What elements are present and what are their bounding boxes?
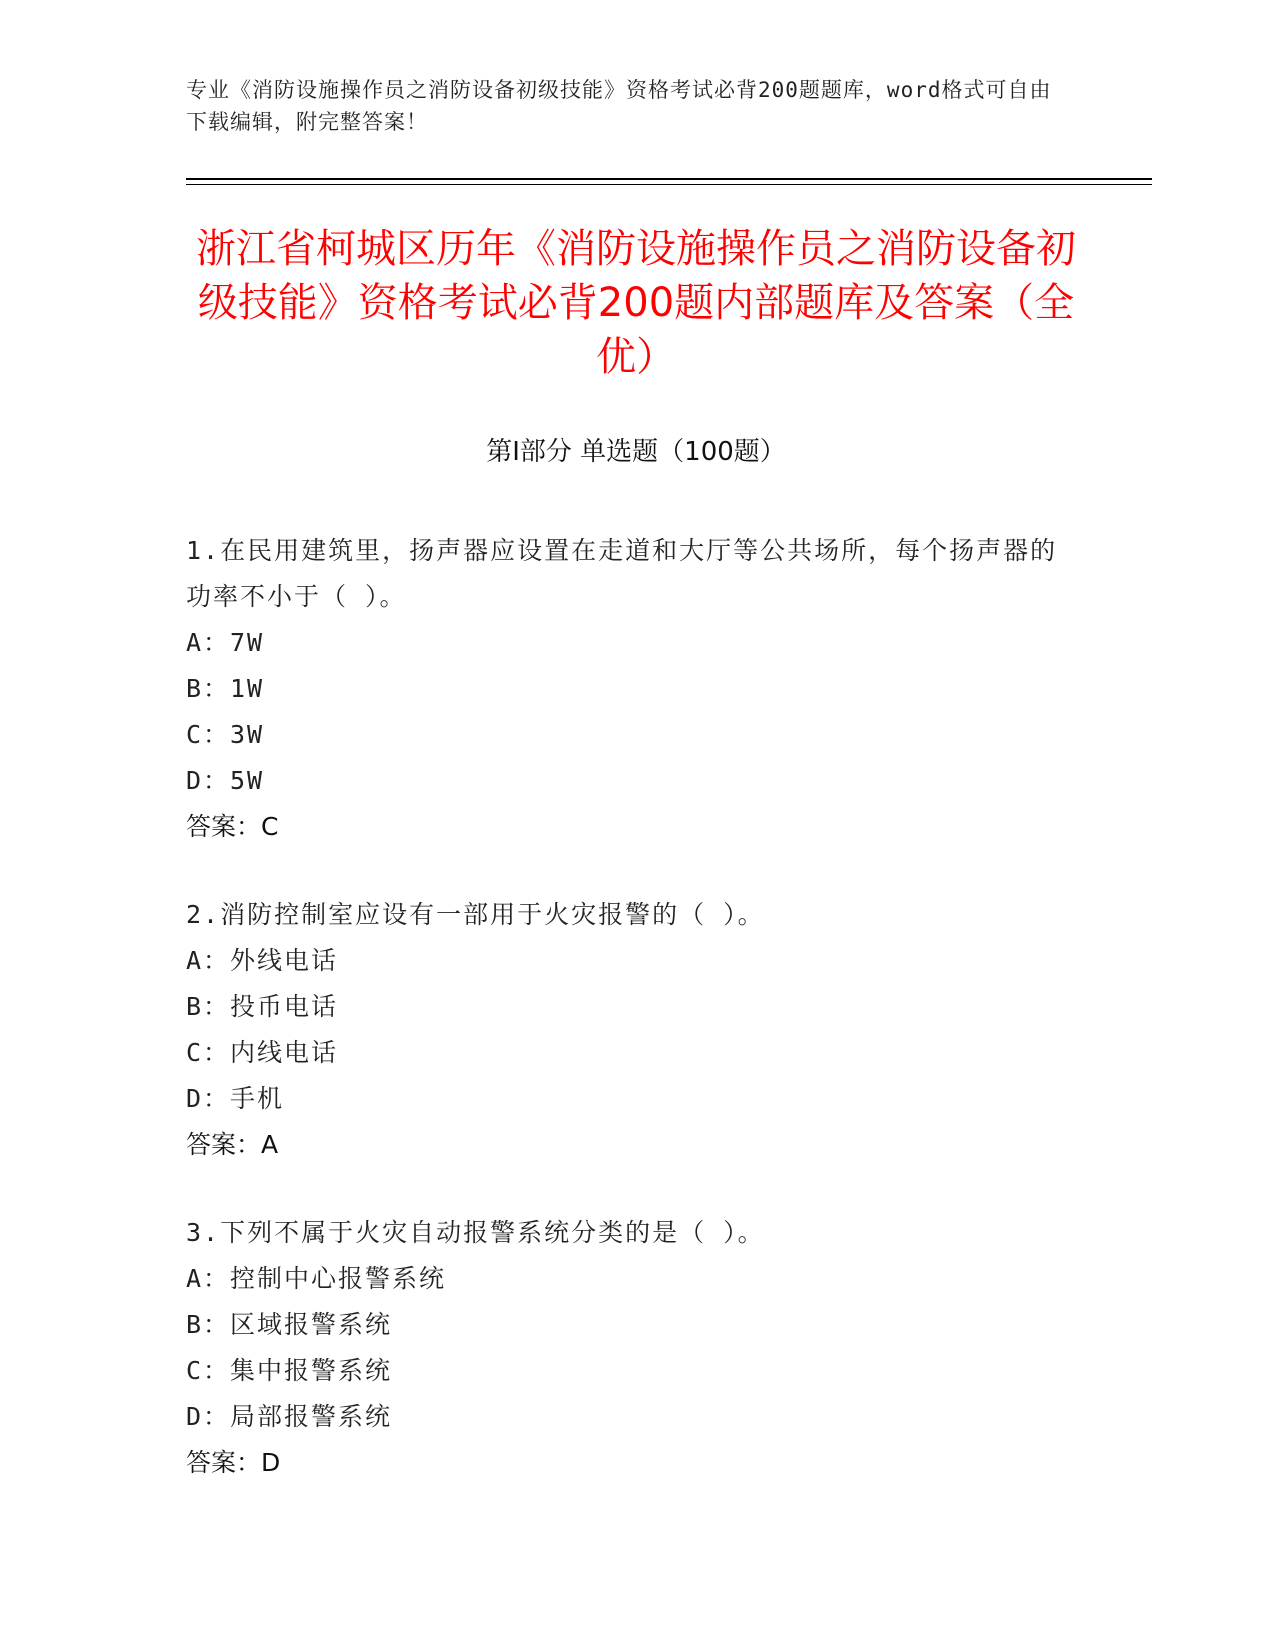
option-key: B： [186,992,231,1021]
question-stem: 2.消防控制室应设有一部用于火灾报警的（ ）。 [186,900,765,929]
question-item [186,528,1066,850]
header-note: 专业《消防设施操作员之消防设备初级技能》资格考试必背200题题库，word格式可自由下载编辑，附完整答案！ [186,78,1052,134]
question-stem: 3.下列不属于火灾自动报警系统分类的是（ ）。 [186,1218,765,1247]
question-item [186,892,1066,1168]
option-key: A： [186,628,231,657]
option-text: 手机 [230,1084,285,1113]
option-key: B： [186,1310,231,1339]
option-text: 集中报警系统 [230,1356,393,1385]
question-option [186,938,1066,984]
option-text: 5W [230,766,265,795]
option-text: 区域报警系统 [230,1310,393,1339]
question-option [186,666,1066,712]
option-text: 投币电话 [230,992,339,1021]
question-option [186,1030,1066,1076]
question-stem: 1.在民用建筑里，扬声器应设置在走道和大厅等公共场所，每个扬声器的功率不小于（ ）。 [186,536,1058,611]
question-list [186,528,1066,1528]
question-option [186,1076,1066,1122]
question-item [186,1210,1066,1486]
option-key: A： [186,1264,231,1293]
option-text: 外线电话 [230,946,339,975]
option-text: 控制中心报警系统 [230,1264,447,1293]
option-key: D： [186,766,231,795]
question-answer: 答案：D [186,1448,281,1477]
section-title: 第Ⅰ部分 单选题（100题） [486,437,786,467]
question-answer: 答案：A [186,1130,279,1159]
question-option [186,1348,1066,1394]
option-text: 3W [230,720,265,749]
option-key: C： [186,720,231,749]
question-answer: 答案：C [186,812,279,841]
option-text: 1W [230,674,265,703]
option-key: B： [186,674,231,703]
document-title: 浙江省柯城区历年《消防设施操作员之消防设备初级技能》资格考试必背200题内部题库及答案（全优） [196,226,1076,380]
option-text: 7W [230,628,265,657]
question-option [186,712,1066,758]
question-option [186,620,1066,666]
question-option [186,1256,1066,1302]
option-text: 局部报警系统 [230,1402,393,1431]
option-key: D： [186,1084,231,1113]
question-option [186,1394,1066,1440]
option-text: 内线电话 [230,1038,339,1067]
question-option [186,984,1066,1030]
option-key: C： [186,1356,231,1385]
question-option [186,758,1066,804]
option-key: A： [186,946,231,975]
option-key: D： [186,1402,231,1431]
header-divider-thin [186,184,1152,185]
question-option [186,1302,1066,1348]
header-divider [186,178,1152,180]
option-key: C： [186,1038,231,1067]
